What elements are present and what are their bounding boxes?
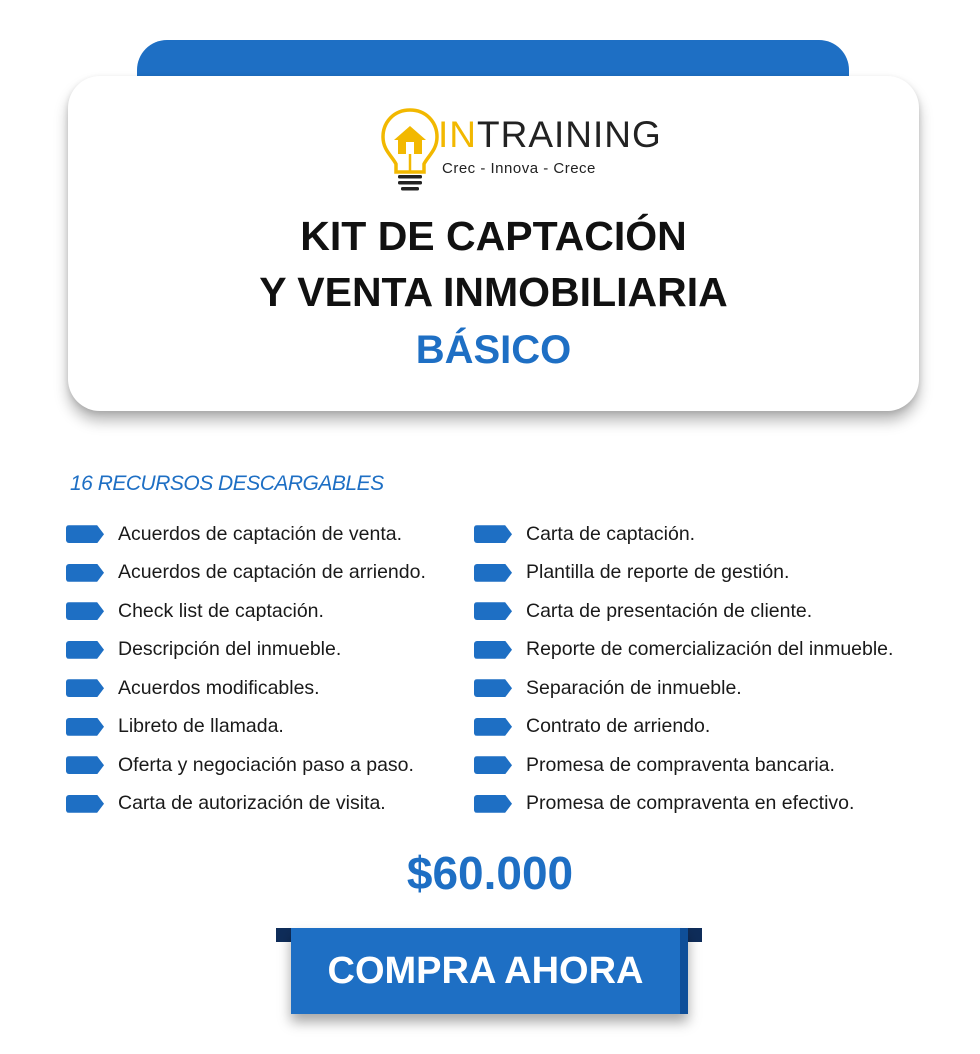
- arrow-bullet-icon: [474, 525, 512, 543]
- buy-now-button[interactable]: COMPRA AHORA: [291, 928, 688, 1014]
- list-item-label: Acuerdos de captación de venta.: [118, 522, 403, 545]
- list-item-label: Promesa de compraventa bancaria.: [526, 753, 835, 776]
- arrow-bullet-icon: [66, 602, 104, 620]
- price: $60.000: [406, 847, 574, 899]
- arrow-bullet-icon: [66, 756, 104, 774]
- list-item: [66, 515, 426, 554]
- page-title: [68, 208, 919, 320]
- arrow-bullet-icon: [474, 602, 512, 620]
- arrow-bullet-icon: [66, 641, 104, 659]
- brand-name-prefix: IN: [438, 114, 477, 155]
- list-item-label: Separación de inmueble.: [526, 676, 742, 699]
- list-item-label: Acuerdos modificables.: [118, 676, 320, 699]
- resources-list-right: [474, 515, 893, 823]
- list-item-label: Oferta y negociación paso a paso.: [118, 753, 414, 776]
- list-item: [474, 785, 893, 824]
- list-item-label: Contrato de arriendo.: [526, 715, 711, 738]
- list-item: [66, 592, 426, 631]
- list-item: [66, 669, 426, 708]
- list-item-label: Carta de autorización de visita.: [118, 792, 386, 815]
- list-item: [474, 554, 893, 593]
- list-item: [66, 746, 426, 785]
- intraining-logo: [380, 106, 662, 198]
- arrow-bullet-icon: [474, 679, 512, 697]
- list-item: [474, 669, 893, 708]
- title-line-2: Y VENTA INMOBILIARIA: [259, 269, 728, 315]
- arrow-bullet-icon: [66, 564, 104, 582]
- list-item-label: Carta de presentación de cliente.: [526, 599, 813, 622]
- lightbulb-house-icon: [380, 106, 440, 198]
- arrow-bullet-icon: [474, 795, 512, 813]
- list-item-label: Carta de captación.: [526, 522, 696, 545]
- brand-name-suffix: TRAINING: [477, 114, 662, 155]
- list-item: [66, 631, 426, 670]
- list-item-label: Promesa de compraventa en efectivo.: [526, 792, 855, 815]
- list-item: [66, 785, 426, 824]
- list-item: [474, 592, 893, 631]
- arrow-bullet-icon: [66, 718, 104, 736]
- arrow-bullet-icon: [66, 679, 104, 697]
- list-item: [66, 708, 426, 747]
- list-item: [474, 746, 893, 785]
- list-item: [474, 708, 893, 747]
- list-item-label: Acuerdos de captación de arriendo.: [118, 561, 426, 584]
- list-item-label: Reporte de comercialización del inmueble.: [526, 638, 894, 661]
- list-item: [474, 515, 893, 554]
- arrow-bullet-icon: [474, 718, 512, 736]
- title-line-1: KIT DE CAPTACIÓN: [300, 213, 687, 259]
- arrow-bullet-icon: [66, 795, 104, 813]
- resources-list-left: [66, 515, 426, 823]
- list-item-label: Plantilla de reporte de gestión.: [526, 561, 790, 584]
- brand-slogan: Crec - Innova - Crece: [442, 160, 596, 177]
- arrow-bullet-icon: [474, 564, 512, 582]
- page-subtitle: BÁSICO: [415, 328, 572, 372]
- list-item-label: Descripción del inmueble.: [118, 638, 342, 661]
- list-item-label: Libreto de llamada.: [118, 715, 284, 738]
- arrow-bullet-icon: [66, 525, 104, 543]
- arrow-bullet-icon: [474, 756, 512, 774]
- arrow-bullet-icon: [474, 641, 512, 659]
- list-item-label: Check list de captación.: [118, 599, 324, 622]
- resources-heading: 16 RECURSOS DESCARGABLES: [70, 472, 384, 495]
- brand-name: [438, 114, 662, 156]
- list-item: [66, 554, 426, 593]
- list-item: [474, 631, 893, 670]
